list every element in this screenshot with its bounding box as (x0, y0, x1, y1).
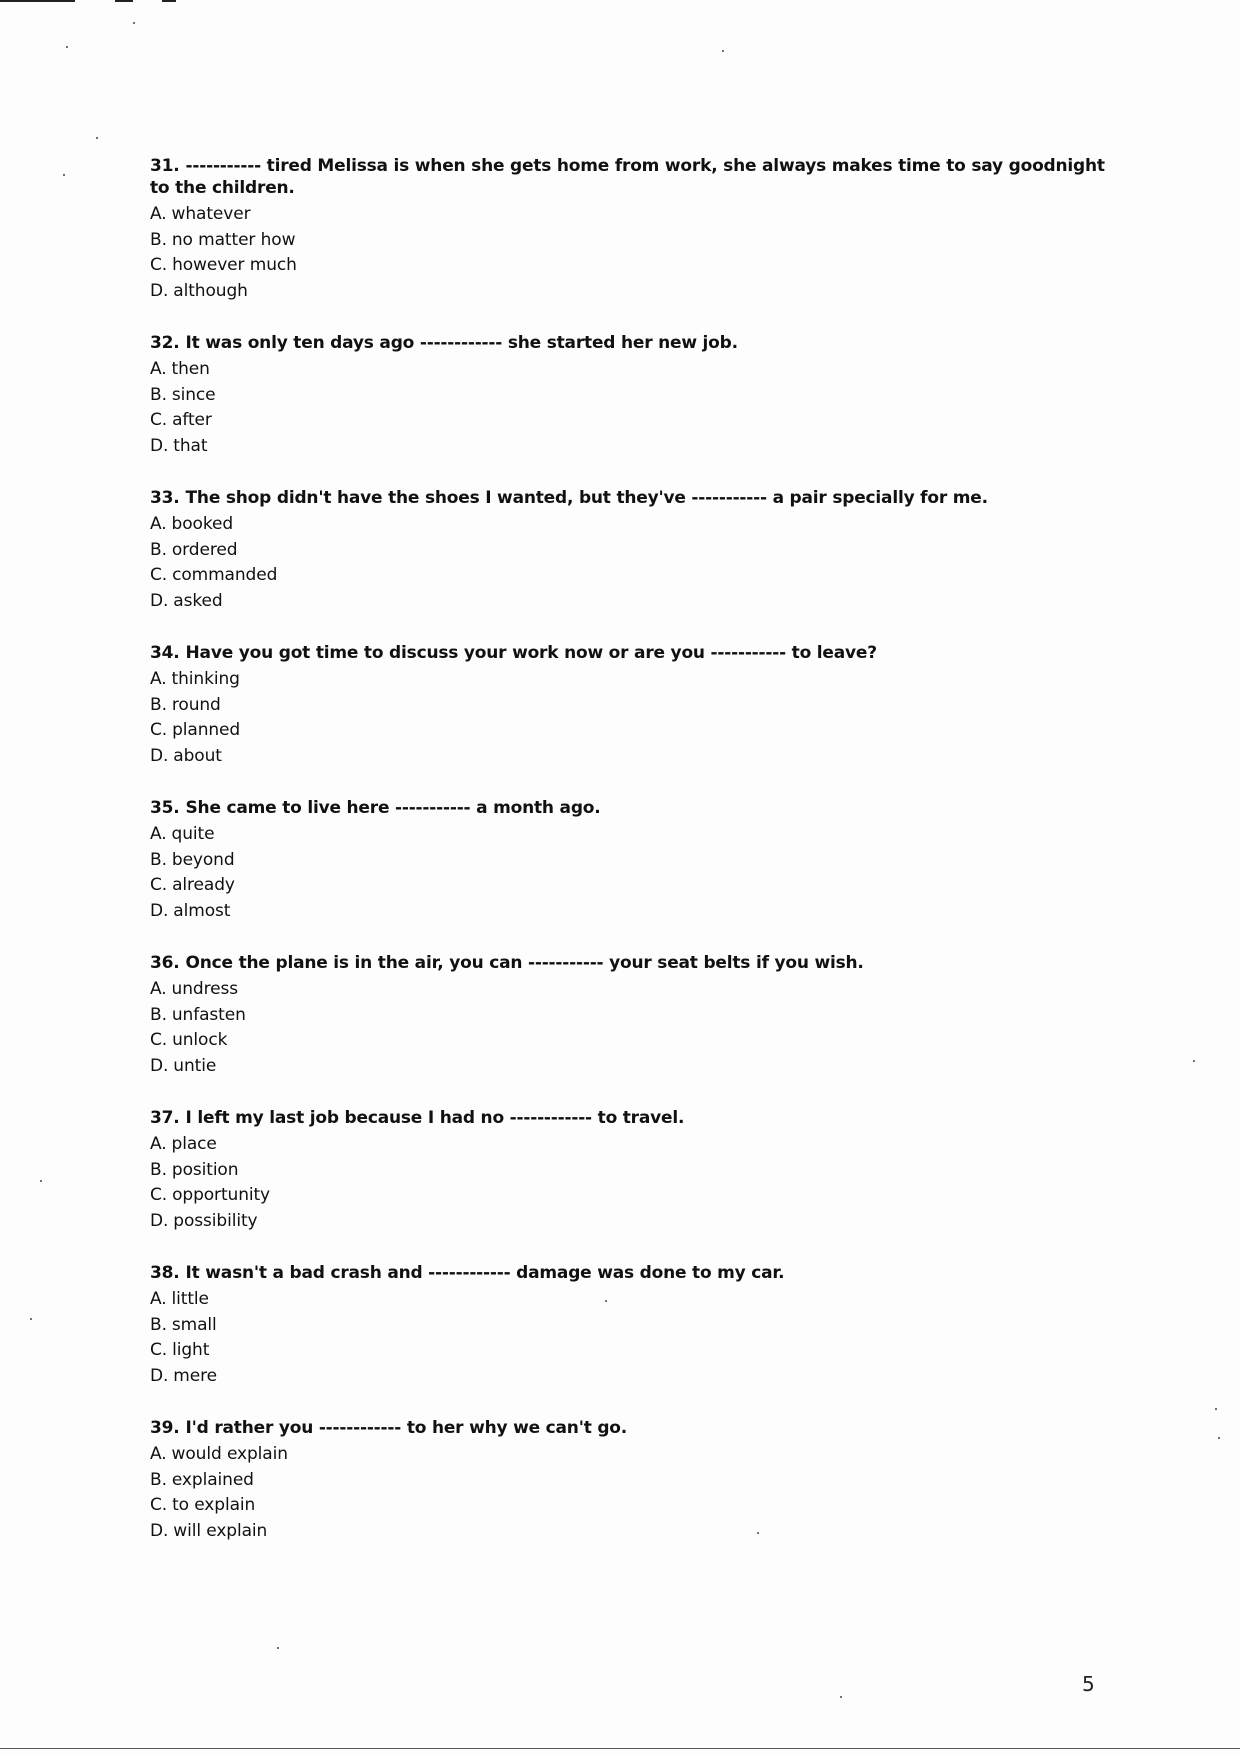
question-text: Have you got time to discuss your work now or are you ----------- to leave? (185, 643, 877, 663)
option-letter: D. (150, 590, 169, 611)
answer-option (150, 512, 1110, 538)
answer-options (150, 202, 1110, 304)
answer-option (150, 1209, 1110, 1235)
option-letter: B. (150, 229, 167, 250)
option-text: quite (171, 824, 215, 844)
question-number: 38. (150, 1263, 180, 1283)
option-text: explained (171, 1469, 254, 1490)
option-text: however much (172, 255, 297, 275)
question-39 (150, 1417, 1110, 1544)
question-text: I'd rather you ------------ to her why we can't go. (185, 1418, 628, 1438)
scan-speck (30, 1318, 32, 1320)
answer-options (150, 357, 1110, 459)
answer-option (150, 563, 1110, 589)
question-32 (150, 332, 1110, 459)
option-letter: B. (150, 539, 167, 560)
option-text: booked (171, 514, 234, 534)
scan-speck (133, 22, 135, 24)
scan-edge-mark (162, 0, 176, 2)
answer-option (150, 822, 1110, 848)
scan-edge-mark (115, 0, 133, 2)
option-text: since (171, 384, 216, 405)
option-text: untie (173, 1055, 217, 1076)
answer-option (150, 1442, 1110, 1468)
question-stem (150, 155, 1110, 199)
question-text: I left my last job because I had no ------------ to travel. (185, 1108, 685, 1128)
answer-option (150, 383, 1110, 409)
scan-speck (1215, 1408, 1217, 1410)
option-letter: C. (150, 1340, 168, 1360)
question-number: 39. (150, 1418, 180, 1438)
option-text: about (173, 745, 222, 766)
question-33 (150, 487, 1110, 614)
scan-speck (40, 1180, 42, 1182)
answer-options (150, 822, 1110, 924)
answer-option (150, 1364, 1110, 1390)
question-stem (150, 1262, 1110, 1284)
answer-option (150, 1493, 1110, 1519)
option-letter: B. (150, 694, 167, 715)
option-text: undress (171, 979, 238, 999)
question-text: It wasn't a bad crash and ------------ damage was done to my car. (185, 1263, 785, 1283)
option-text: no matter how (171, 229, 296, 250)
option-letter: D. (150, 435, 169, 456)
option-text: unfasten (171, 1004, 246, 1025)
option-text: to explain (172, 1495, 256, 1515)
option-text: unlock (172, 1030, 228, 1050)
option-letter: C. (150, 875, 168, 895)
option-letter: A. (150, 1444, 167, 1464)
option-letter: D. (150, 1365, 169, 1386)
question-list (150, 155, 1110, 1572)
question-31 (150, 155, 1110, 304)
answer-option (150, 1054, 1110, 1080)
answer-options (150, 512, 1110, 614)
answer-option (150, 873, 1110, 899)
answer-option (150, 1183, 1110, 1209)
scan-speck (840, 1696, 842, 1698)
option-letter: D. (150, 900, 169, 921)
option-letter: A. (150, 1134, 167, 1154)
answer-options (150, 667, 1110, 769)
answer-option (150, 408, 1110, 434)
question-number: 35. (150, 798, 180, 818)
answer-option (150, 667, 1110, 693)
page-number: 5 (1082, 1672, 1095, 1696)
option-text: almost (173, 900, 231, 921)
answer-option (150, 253, 1110, 279)
question-35 (150, 797, 1110, 924)
question-38 (150, 1262, 1110, 1389)
option-letter: A. (150, 669, 167, 689)
answer-option (150, 1338, 1110, 1364)
option-text: thinking (171, 669, 240, 689)
answer-option (150, 357, 1110, 383)
answer-option (150, 1519, 1110, 1545)
answer-options (150, 1287, 1110, 1389)
answer-option (150, 718, 1110, 744)
option-text: ordered (171, 539, 238, 560)
question-text: ----------- tired Melissa is when she gets home from work, she always makes time to say goodnight to the children. (150, 156, 1105, 198)
answer-option (150, 434, 1110, 460)
question-stem (150, 1107, 1110, 1129)
option-text: little (171, 1289, 209, 1309)
option-text: that (173, 435, 208, 456)
answer-option (150, 977, 1110, 1003)
question-text: The shop didn't have the shoes I wanted, but they've ----------- a pair specially for me. (185, 488, 988, 508)
scan-speck (63, 174, 65, 176)
answer-option (150, 1003, 1110, 1029)
question-stem (150, 797, 1110, 819)
option-letter: A. (150, 824, 167, 844)
scan-speck (66, 46, 68, 48)
option-text: light (172, 1340, 210, 1360)
question-number: 33. (150, 488, 180, 508)
option-text: although (173, 280, 248, 301)
option-letter: C. (150, 1185, 168, 1205)
question-text: It was only ten days ago ------------ she started her new job. (185, 333, 738, 353)
option-text: beyond (171, 849, 235, 870)
option-letter: B. (150, 1004, 167, 1025)
question-number: 31. (150, 156, 180, 176)
option-letter: A. (150, 514, 167, 534)
scan-speck (722, 50, 724, 52)
option-letter: B. (150, 849, 167, 870)
option-text: will explain (173, 1520, 268, 1541)
answer-options (150, 1442, 1110, 1544)
answer-option (150, 1028, 1110, 1054)
scan-speck (1218, 1437, 1220, 1439)
question-stem (150, 642, 1110, 664)
option-text: small (171, 1314, 217, 1335)
option-text: round (171, 694, 221, 715)
scan-edge-mark (0, 0, 75, 2)
scan-speck (1193, 1060, 1195, 1062)
answer-option (150, 279, 1110, 305)
option-text: possibility (173, 1210, 258, 1231)
answer-option (150, 1132, 1110, 1158)
option-letter: C. (150, 565, 168, 585)
option-text: commanded (172, 565, 278, 585)
option-letter: A. (150, 204, 167, 224)
question-stem (150, 487, 1110, 509)
scan-speck (96, 137, 98, 139)
answer-option (150, 744, 1110, 770)
option-text: asked (173, 590, 223, 611)
question-34 (150, 642, 1110, 769)
question-text: She came to live here ----------- a month ago. (185, 798, 601, 818)
option-letter: D. (150, 1055, 169, 1076)
option-text: place (171, 1134, 217, 1154)
answer-option (150, 899, 1110, 925)
question-stem (150, 332, 1110, 354)
question-37 (150, 1107, 1110, 1234)
option-letter: C. (150, 255, 168, 275)
question-number: 36. (150, 953, 180, 973)
answer-option (150, 1468, 1110, 1494)
option-text: would explain (171, 1444, 288, 1464)
answer-option (150, 848, 1110, 874)
option-text: mere (173, 1365, 217, 1386)
option-text: after (172, 410, 212, 430)
option-letter: D. (150, 1210, 169, 1231)
question-number: 32. (150, 333, 180, 353)
option-letter: B. (150, 1469, 167, 1490)
option-text: position (171, 1159, 239, 1180)
option-text: planned (172, 720, 241, 740)
answer-option (150, 1158, 1110, 1184)
option-letter: D. (150, 280, 169, 301)
option-letter: B. (150, 1314, 167, 1335)
scan-speck (277, 1647, 279, 1649)
option-letter: B. (150, 1159, 167, 1180)
answer-option (150, 589, 1110, 615)
option-letter: C. (150, 720, 168, 740)
question-text: Once the plane is in the air, you can ----------- your seat belts if you wish. (185, 953, 864, 973)
question-number: 37. (150, 1108, 180, 1128)
question-number: 34. (150, 643, 180, 663)
option-letter: C. (150, 410, 168, 430)
answer-option (150, 1313, 1110, 1339)
option-text: whatever (171, 204, 251, 224)
option-letter: C. (150, 1495, 168, 1515)
option-text: already (172, 875, 235, 895)
question-stem (150, 1417, 1110, 1439)
scan-edge-mark (0, 1748, 1240, 1749)
option-letter: A. (150, 1289, 167, 1309)
option-letter: D. (150, 1520, 169, 1541)
option-letter: D. (150, 745, 169, 766)
option-letter: A. (150, 979, 167, 999)
option-letter: C. (150, 1030, 168, 1050)
answer-options (150, 1132, 1110, 1234)
answer-option (150, 1287, 1110, 1313)
option-letter: A. (150, 359, 167, 379)
answer-option (150, 538, 1110, 564)
option-text: opportunity (172, 1185, 271, 1205)
answer-options (150, 977, 1110, 1079)
question-36 (150, 952, 1110, 1079)
answer-option (150, 693, 1110, 719)
option-text: then (171, 359, 210, 379)
option-letter: B. (150, 384, 167, 405)
answer-option (150, 228, 1110, 254)
question-stem (150, 952, 1110, 974)
answer-option (150, 202, 1110, 228)
